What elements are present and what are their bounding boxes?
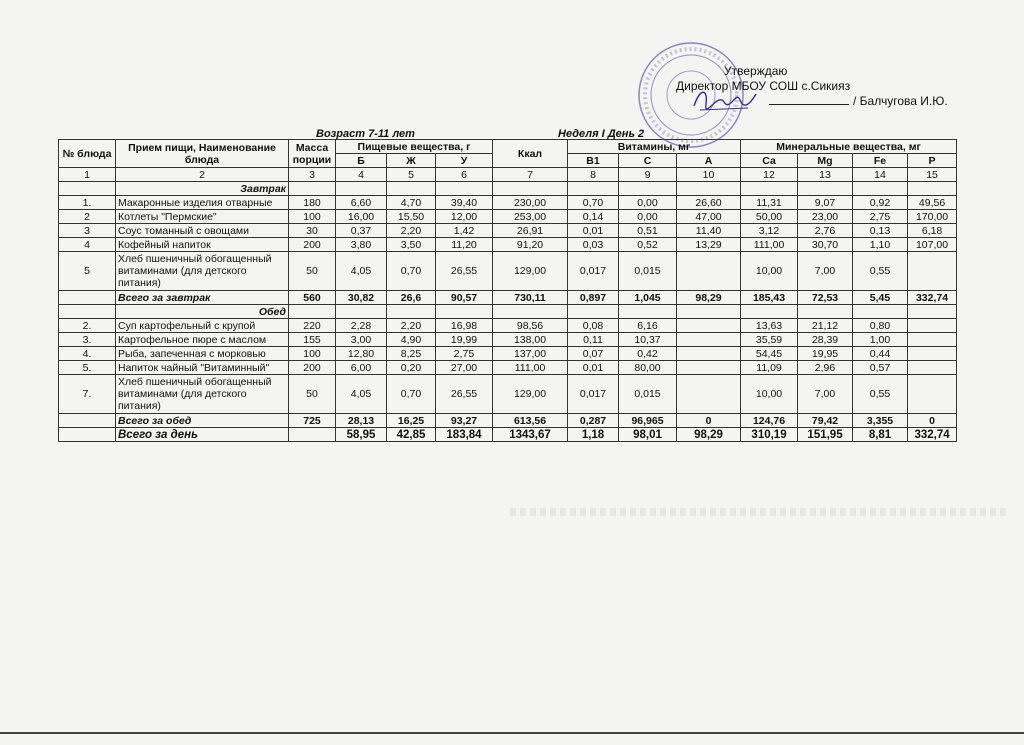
value-cell: 98,29 — [677, 291, 741, 305]
value-cell: 93,27 — [436, 414, 493, 428]
value-cell: 6,60 — [336, 196, 387, 210]
value-cell: 332,74 — [908, 428, 957, 442]
value-cell: 230,00 — [493, 196, 568, 210]
column-number: 7 — [493, 168, 568, 182]
value-cell: 137,00 — [493, 347, 568, 361]
value-cell: 26,6 — [387, 291, 436, 305]
value-cell: 138,00 — [493, 333, 568, 347]
value-cell: 3,355 — [853, 414, 908, 428]
header-nutrients: Пищевые вещества, г — [336, 140, 493, 154]
column-number: 13 — [798, 168, 853, 182]
value-cell — [677, 319, 741, 333]
value-cell: 26,60 — [677, 196, 741, 210]
value-cell: 1,045 — [619, 291, 677, 305]
value-cell: 200 — [289, 238, 336, 252]
value-cell: 0,92 — [853, 196, 908, 210]
value-cell: 185,43 — [741, 291, 798, 305]
value-cell: 4,70 — [387, 196, 436, 210]
value-cell: 4. — [59, 347, 116, 361]
value-cell: 2,76 — [798, 224, 853, 238]
value-cell: 10,00 — [741, 375, 798, 414]
value-cell: 28,39 — [798, 333, 853, 347]
value-cell: 0 — [677, 414, 741, 428]
empty-cell — [387, 305, 436, 319]
value-cell: 0,51 — [619, 224, 677, 238]
column-number: 15 — [908, 168, 957, 182]
value-cell — [59, 291, 116, 305]
value-cell — [908, 361, 957, 375]
value-cell — [908, 319, 957, 333]
value-cell — [908, 252, 957, 291]
value-cell: 0,80 — [853, 319, 908, 333]
value-cell: 10,00 — [741, 252, 798, 291]
value-cell: 0,03 — [568, 238, 619, 252]
value-cell: 5,45 — [853, 291, 908, 305]
value-cell — [677, 361, 741, 375]
column-number: 8 — [568, 168, 619, 182]
column-number: 1 — [59, 168, 116, 182]
lunch-dish-row — [59, 333, 957, 347]
header-p: Р — [908, 154, 957, 168]
empty-cell — [741, 305, 798, 319]
value-cell: 27,00 — [436, 361, 493, 375]
value-cell — [59, 428, 116, 442]
value-cell — [677, 375, 741, 414]
header-num: № блюда — [59, 140, 116, 168]
header-kcal: Ккал — [493, 140, 568, 168]
value-cell: 0,015 — [619, 252, 677, 291]
breakfast-dish-row — [59, 238, 957, 252]
empty-cell — [59, 182, 116, 196]
value-cell: 560 — [289, 291, 336, 305]
value-cell: 4,05 — [336, 252, 387, 291]
value-cell — [677, 333, 741, 347]
column-number: 12 — [741, 168, 798, 182]
value-cell: 0,08 — [568, 319, 619, 333]
value-cell: 6,18 — [908, 224, 957, 238]
value-cell: 11,20 — [436, 238, 493, 252]
empty-cell — [387, 182, 436, 196]
empty-cell — [798, 182, 853, 196]
value-cell: 5. — [59, 361, 116, 375]
value-cell: 35,59 — [741, 333, 798, 347]
value-cell: 0,017 — [568, 375, 619, 414]
header-minerals: Минеральные вещества, мг — [741, 140, 957, 154]
breakfast-dish-row — [59, 252, 957, 291]
value-cell: 26,91 — [493, 224, 568, 238]
value-cell: 16,98 — [436, 319, 493, 333]
value-cell: 4,05 — [336, 375, 387, 414]
value-cell: 3 — [59, 224, 116, 238]
header-row-1 — [59, 140, 957, 154]
value-cell: 1. — [59, 196, 116, 210]
value-cell — [289, 428, 336, 442]
page-edge — [0, 732, 1024, 734]
value-cell — [908, 375, 957, 414]
column-number: 6 — [436, 168, 493, 182]
column-number: 3 — [289, 168, 336, 182]
breakfast-dish-row — [59, 196, 957, 210]
empty-cell — [289, 182, 336, 196]
empty-cell — [568, 182, 619, 196]
value-cell: 107,00 — [908, 238, 957, 252]
value-cell: 16,00 — [336, 210, 387, 224]
value-cell: 3. — [59, 333, 116, 347]
age-label: Возраст 7-11 лет — [316, 128, 415, 140]
breakfast-section-row — [59, 182, 957, 196]
value-cell: 1,00 — [853, 333, 908, 347]
value-cell: 26,55 — [436, 375, 493, 414]
section-title: Завтрак — [116, 182, 289, 196]
lunch-section-row — [59, 305, 957, 319]
empty-cell — [336, 182, 387, 196]
empty-cell — [436, 182, 493, 196]
menu-table — [58, 139, 957, 442]
value-cell: 2,20 — [387, 319, 436, 333]
value-cell: 19,95 — [798, 347, 853, 361]
value-cell: 10,37 — [619, 333, 677, 347]
header-b: Б — [336, 154, 387, 168]
value-cell: 129,00 — [493, 252, 568, 291]
column-number: 2 — [116, 168, 289, 182]
value-cell: 3,50 — [387, 238, 436, 252]
value-cell: 50,00 — [741, 210, 798, 224]
value-cell: 9,07 — [798, 196, 853, 210]
value-cell: 0,01 — [568, 224, 619, 238]
menu-table-body — [59, 168, 957, 442]
value-cell: 1,18 — [568, 428, 619, 442]
value-cell: 0,00 — [619, 210, 677, 224]
value-cell: 111,00 — [741, 238, 798, 252]
week-day-label: Неделя I День 2 — [558, 128, 645, 140]
empty-cell — [619, 182, 677, 196]
value-cell: 42,85 — [387, 428, 436, 442]
value-cell: 50 — [289, 375, 336, 414]
header-c: С — [619, 154, 677, 168]
value-cell: 220 — [289, 319, 336, 333]
value-cell: 80,00 — [619, 361, 677, 375]
value-cell: 2,96 — [798, 361, 853, 375]
value-cell: 30,82 — [336, 291, 387, 305]
value-cell: 613,56 — [493, 414, 568, 428]
dish-name-cell: Котлеты "Пермские" — [116, 210, 289, 224]
value-cell: 3,00 — [336, 333, 387, 347]
value-cell: 11,31 — [741, 196, 798, 210]
value-cell: 1,10 — [853, 238, 908, 252]
value-cell: 253,00 — [493, 210, 568, 224]
value-cell: 54,45 — [741, 347, 798, 361]
value-cell: 0,55 — [853, 252, 908, 291]
empty-cell — [677, 305, 741, 319]
empty-cell — [741, 182, 798, 196]
value-cell: 0,13 — [853, 224, 908, 238]
column-number: 10 — [677, 168, 741, 182]
value-cell: 2,75 — [436, 347, 493, 361]
value-cell: 180 — [289, 196, 336, 210]
empty-cell — [677, 182, 741, 196]
column-number: 9 — [619, 168, 677, 182]
value-cell: 79,42 — [798, 414, 853, 428]
value-cell: 2,75 — [853, 210, 908, 224]
value-cell: 98,29 — [677, 428, 741, 442]
value-cell: 730,11 — [493, 291, 568, 305]
value-cell: 100 — [289, 210, 336, 224]
value-cell: 0,70 — [387, 375, 436, 414]
dish-name-cell: Всего за день — [116, 428, 289, 442]
value-cell: 1343,67 — [493, 428, 568, 442]
value-cell: 6,16 — [619, 319, 677, 333]
value-cell: 0,11 — [568, 333, 619, 347]
value-cell: 91,20 — [493, 238, 568, 252]
value-cell: 23,00 — [798, 210, 853, 224]
empty-cell — [59, 305, 116, 319]
dish-name-cell: Суп картофельный с крупой — [116, 319, 289, 333]
header-b1: В1 — [568, 154, 619, 168]
empty-cell — [568, 305, 619, 319]
value-cell: 124,76 — [741, 414, 798, 428]
approval-title: Утверждаю — [724, 64, 788, 78]
breakfast-dish-row — [59, 224, 957, 238]
value-cell: 0 — [908, 414, 957, 428]
lunch-dish-row — [59, 347, 957, 361]
value-cell: 4,90 — [387, 333, 436, 347]
value-cell — [908, 347, 957, 361]
empty-cell — [798, 305, 853, 319]
value-cell: 49,56 — [908, 196, 957, 210]
column-numbers-row — [59, 168, 957, 182]
value-cell: 0,52 — [619, 238, 677, 252]
value-cell: 0,017 — [568, 252, 619, 291]
value-cell: 12,80 — [336, 347, 387, 361]
empty-cell — [853, 182, 908, 196]
value-cell: 7,00 — [798, 375, 853, 414]
value-cell: 2,20 — [387, 224, 436, 238]
value-cell: 98,01 — [619, 428, 677, 442]
value-cell: 0,42 — [619, 347, 677, 361]
value-cell: 332,74 — [908, 291, 957, 305]
value-cell: 98,56 — [493, 319, 568, 333]
value-cell: 725 — [289, 414, 336, 428]
value-cell: 0,00 — [619, 196, 677, 210]
value-cell: 16,25 — [387, 414, 436, 428]
empty-cell — [493, 305, 568, 319]
value-cell: 0,07 — [568, 347, 619, 361]
value-cell: 3,80 — [336, 238, 387, 252]
header-u: У — [436, 154, 493, 168]
empty-cell — [436, 305, 493, 319]
value-cell: 8,81 — [853, 428, 908, 442]
column-number: 5 — [387, 168, 436, 182]
header-fe: Fe — [853, 154, 908, 168]
header-mg: Mg — [798, 154, 853, 168]
value-cell: 30,70 — [798, 238, 853, 252]
value-cell: 15,50 — [387, 210, 436, 224]
empty-cell — [908, 182, 957, 196]
value-cell: 13,29 — [677, 238, 741, 252]
value-cell: 2 — [59, 210, 116, 224]
value-cell: 30 — [289, 224, 336, 238]
dish-name-cell: Напиток чайный "Витаминный" — [116, 361, 289, 375]
value-cell: 50 — [289, 252, 336, 291]
value-cell: 0,01 — [568, 361, 619, 375]
value-cell: 111,00 — [493, 361, 568, 375]
value-cell: 170,00 — [908, 210, 957, 224]
approval-block — [676, 64, 948, 109]
empty-cell — [336, 305, 387, 319]
header-a: А — [677, 154, 741, 168]
value-cell: 12,00 — [436, 210, 493, 224]
dish-name-cell: Макаронные изделия отварные — [116, 196, 289, 210]
value-cell: 26,55 — [436, 252, 493, 291]
column-number: 14 — [853, 168, 908, 182]
value-cell: 2. — [59, 319, 116, 333]
value-cell: 0,57 — [853, 361, 908, 375]
value-cell: 39,40 — [436, 196, 493, 210]
value-cell: 19,99 — [436, 333, 493, 347]
column-number: 4 — [336, 168, 387, 182]
lunch-total-row — [59, 414, 957, 428]
header-vitamins: Витамины, мг — [568, 140, 741, 154]
dish-name-cell: Хлеб пшеничный обогащенный витаминами (для детского питания) — [116, 252, 289, 291]
empty-cell — [619, 305, 677, 319]
breakfast-total-row — [59, 291, 957, 305]
value-cell: 8,25 — [387, 347, 436, 361]
value-cell: 11,40 — [677, 224, 741, 238]
signature-line — [769, 104, 849, 105]
day-total-row — [59, 428, 957, 442]
value-cell — [59, 414, 116, 428]
bleed-through-marks — [510, 508, 1010, 516]
value-cell — [908, 333, 957, 347]
dish-name-cell: Всего за обед — [116, 414, 289, 428]
value-cell: 47,00 — [677, 210, 741, 224]
value-cell: 183,84 — [436, 428, 493, 442]
breakfast-dish-row — [59, 210, 957, 224]
value-cell: 0,015 — [619, 375, 677, 414]
value-cell — [677, 347, 741, 361]
value-cell: 0,20 — [387, 361, 436, 375]
header-mass: Масса порции — [289, 140, 336, 168]
section-title: Обед — [116, 305, 289, 319]
value-cell: 200 — [289, 361, 336, 375]
dish-name-cell: Картофельное пюре с маслом — [116, 333, 289, 347]
dish-name-cell: Всего за завтрак — [116, 291, 289, 305]
value-cell: 0,14 — [568, 210, 619, 224]
value-cell: 310,19 — [741, 428, 798, 442]
lunch-dish-row — [59, 319, 957, 333]
value-cell: 58,95 — [336, 428, 387, 442]
value-cell: 0,897 — [568, 291, 619, 305]
value-cell: 96,965 — [619, 414, 677, 428]
header-ca: Са — [741, 154, 798, 168]
empty-cell — [289, 305, 336, 319]
value-cell: 0,70 — [387, 252, 436, 291]
empty-cell — [853, 305, 908, 319]
empty-cell — [908, 305, 957, 319]
approval-position: Директор МБОУ СОШ с.Сикияз — [676, 79, 851, 93]
header-name: Прием пищи, Наименование блюда — [116, 140, 289, 168]
value-cell: 6,00 — [336, 361, 387, 375]
value-cell: 151,95 — [798, 428, 853, 442]
lunch-dish-row — [59, 361, 957, 375]
value-cell: 0,55 — [853, 375, 908, 414]
value-cell: 0,70 — [568, 196, 619, 210]
header-zh: Ж — [387, 154, 436, 168]
value-cell: 0,287 — [568, 414, 619, 428]
value-cell: 4 — [59, 238, 116, 252]
dish-name-cell: Кофейный напиток — [116, 238, 289, 252]
value-cell: 90,57 — [436, 291, 493, 305]
value-cell: 129,00 — [493, 375, 568, 414]
value-cell: 3,12 — [741, 224, 798, 238]
value-cell: 2,28 — [336, 319, 387, 333]
value-cell: 155 — [289, 333, 336, 347]
value-cell: 21,12 — [798, 319, 853, 333]
value-cell: 0,37 — [336, 224, 387, 238]
value-cell: 1,42 — [436, 224, 493, 238]
lunch-dish-row — [59, 375, 957, 414]
value-cell: 13,63 — [741, 319, 798, 333]
value-cell: 28,13 — [336, 414, 387, 428]
dish-name-cell: Рыба, запеченная с морковью — [116, 347, 289, 361]
value-cell: 72,53 — [798, 291, 853, 305]
value-cell: 7,00 — [798, 252, 853, 291]
value-cell: 0,44 — [853, 347, 908, 361]
value-cell: 11,09 — [741, 361, 798, 375]
approval-name: / Балчугова И.Ю. — [853, 94, 948, 108]
value-cell: 5 — [59, 252, 116, 291]
value-cell — [677, 252, 741, 291]
value-cell: 7. — [59, 375, 116, 414]
empty-cell — [493, 182, 568, 196]
value-cell: 100 — [289, 347, 336, 361]
dish-name-cell: Хлеб пшеничный обогащенный витаминами (для детского питания) — [116, 375, 289, 414]
dish-name-cell: Соус томанный с овощами — [116, 224, 289, 238]
